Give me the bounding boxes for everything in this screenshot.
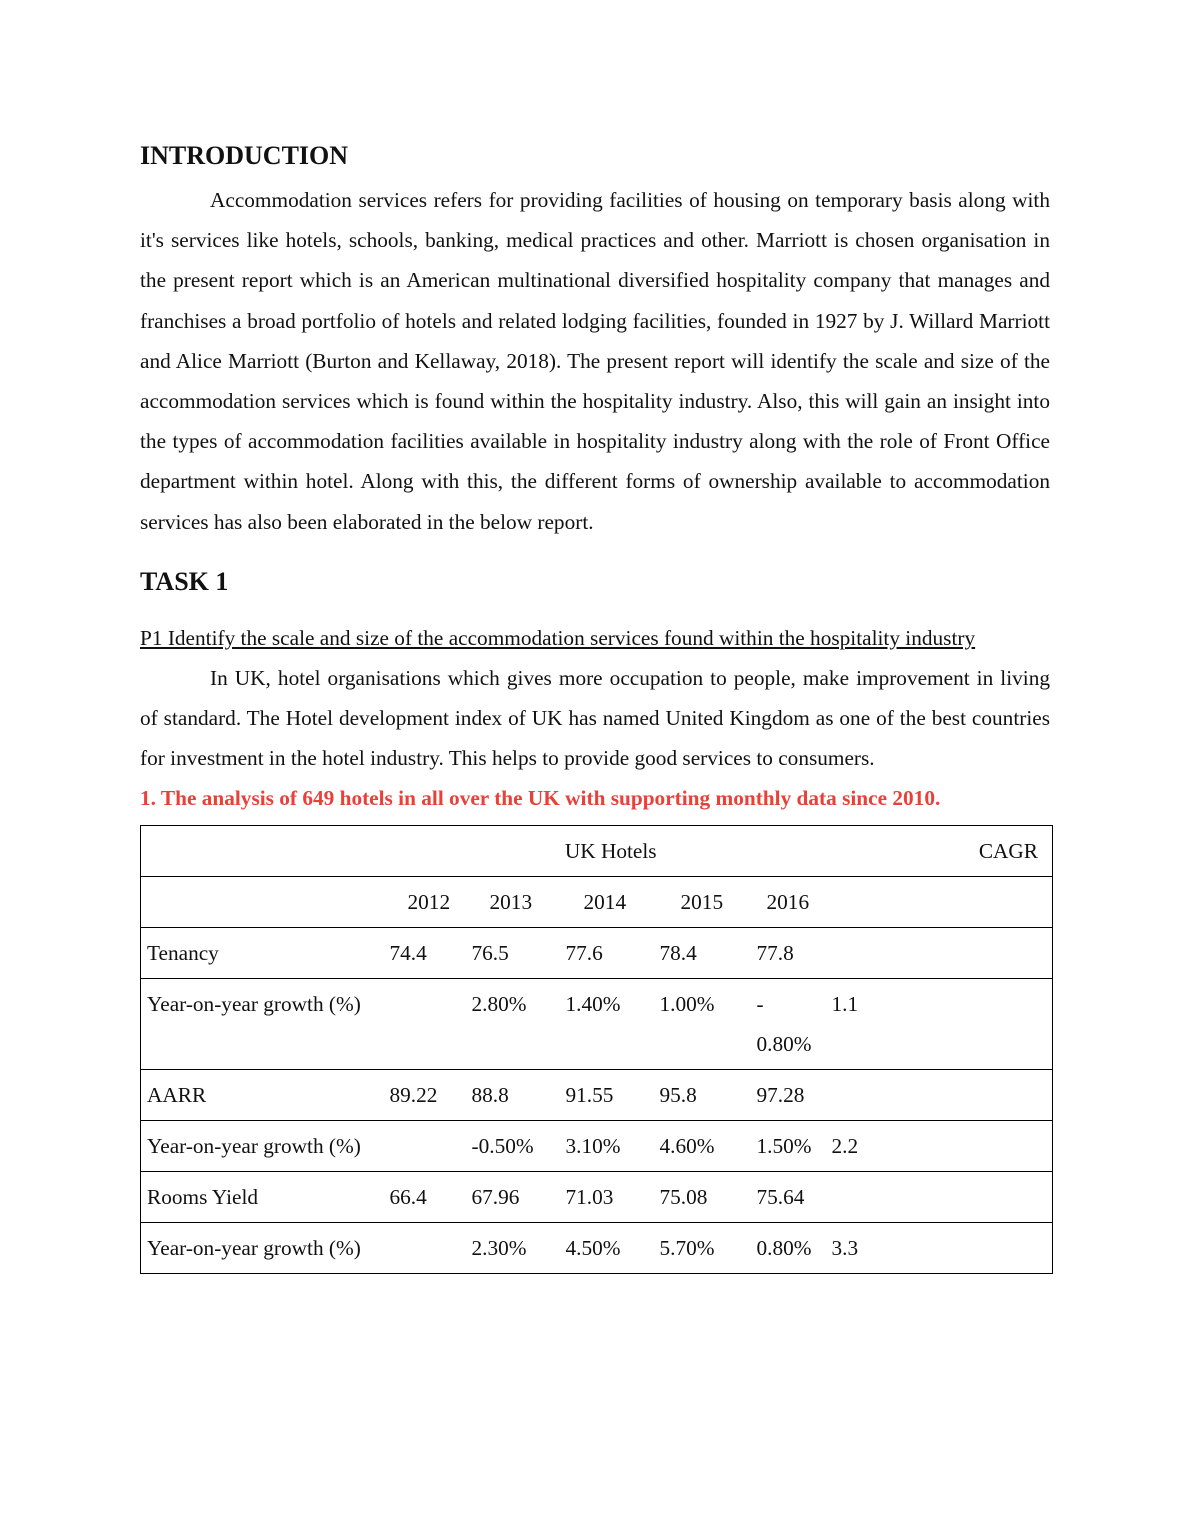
- value-cell: 89.22: [389, 1083, 438, 1108]
- year-cell: 2013: [489, 890, 533, 915]
- year-cell: 2012: [407, 890, 451, 915]
- task-1-paragraph: In UK, hotel organisations which gives more occupation to people, make improvement in living of standard. The Hotel development index of UK has named United Kingdom as one of the best countries for investment in the hotel industry. This helps to provide good services to consumers.: [140, 665, 1050, 771]
- value-cell: 1.50%: [756, 1134, 812, 1159]
- row-label: Rooms Yield: [147, 1185, 259, 1210]
- value-cell: 67.96: [471, 1185, 520, 1210]
- uk-hotels-header: UK Hotels: [564, 839, 657, 864]
- cagr-cell: 2.2: [831, 1134, 859, 1159]
- value-cell: 1.00%: [659, 992, 715, 1017]
- cagr-cell: [832, 928, 953, 979]
- value-cell: 0.80%: [756, 1236, 812, 1261]
- row-label: Year-on-year growth (%): [147, 1134, 361, 1159]
- value-cell: 1.40%: [565, 992, 621, 1017]
- row-label: Year-on-year growth (%): [147, 1236, 361, 1261]
- value-cell: 4.60%: [659, 1134, 715, 1159]
- table-row: [141, 1070, 1053, 1121]
- years-row: [141, 877, 1053, 928]
- year-cell: 2016: [766, 890, 810, 915]
- table-header-row: [141, 826, 1053, 877]
- value-cell: -0.50%: [471, 1134, 534, 1159]
- table-row: [141, 1223, 1053, 1274]
- row-label: AARR: [147, 1083, 207, 1108]
- value-cell: 71.03: [565, 1185, 614, 1210]
- value-cell: 78.4: [659, 941, 697, 966]
- value-cell: 95.8: [659, 1083, 697, 1108]
- value-cell: 2.30%: [471, 1236, 527, 1261]
- task-1-heading: TASK 1: [140, 566, 229, 596]
- value-cell: 75.08: [659, 1185, 708, 1210]
- document-page: [140, 138, 1050, 1274]
- table-row: [141, 1121, 1053, 1172]
- table-title: 1. The analysis of 649 hotels in all over the UK with supporting monthly data since 2010.: [140, 786, 941, 811]
- value-cell: 4.50%: [565, 1236, 621, 1261]
- table-row: [141, 1172, 1053, 1223]
- value-cell: 5.70%: [659, 1236, 715, 1261]
- introduction-heading: INTRODUCTION: [140, 141, 349, 170]
- value-cell: 76.5: [471, 941, 509, 966]
- value-cell: 88.8: [471, 1083, 509, 1108]
- value-cell: [390, 979, 472, 1070]
- cagr-cell: 1.1: [831, 992, 859, 1017]
- value-cell: [390, 1121, 472, 1172]
- value-cell: - 0.80%: [756, 992, 812, 1057]
- uk-hotels-table: [140, 825, 1053, 1274]
- value-cell: 91.55: [565, 1083, 614, 1108]
- value-cell: [390, 1223, 472, 1274]
- cagr-cell: 3.3: [831, 1236, 859, 1261]
- value-cell: 97.28: [756, 1083, 805, 1108]
- row-label: Year-on-year growth (%): [147, 992, 361, 1017]
- p1-subheading: P1 Identify the scale and size of the accommodation services found within the hospitality industry: [140, 625, 976, 650]
- cagr-cell: [832, 1172, 953, 1223]
- year-cell: 2014: [583, 890, 627, 915]
- value-cell: 77.8: [756, 941, 794, 966]
- year-cell: 2015: [680, 890, 724, 915]
- value-cell: 66.4: [389, 1185, 427, 1210]
- introduction-paragraph: Accommodation services refers for providing facilities of housing on temporary basis along with it's services like hotels, schools, banking, medical practices and other. Marriott is chosen organisation in the present report which is an American multinational diversified hospitality company that manages and franchises a broad portfolio of hotels and related lodging facilities, founded in 1927 by J. Willard Marriott and Alice Marriott (Burton and Kellaway, 2018). The present report will identify the scale and size of the accommodation services which is found within the hospitality industry. Also, this will gain an insight into the types of accommodation facilities available in hospitality industry along with the role of Front Office department within hotel. Along with this, the different forms of ownership available to accommodation services has also been elaborated in the below report.: [140, 188, 1050, 534]
- value-cell: 3.10%: [565, 1134, 621, 1159]
- table-row: [141, 928, 1053, 979]
- value-cell: 2.80%: [471, 992, 527, 1017]
- cagr-cell: [832, 1070, 953, 1121]
- value-cell: 74.4: [389, 941, 427, 966]
- cagr-header: CAGR: [978, 839, 1039, 864]
- row-label: Tenancy: [147, 941, 219, 966]
- table-row: [141, 979, 1053, 1070]
- value-cell: 77.6: [565, 941, 603, 966]
- value-cell: 75.64: [756, 1185, 805, 1210]
